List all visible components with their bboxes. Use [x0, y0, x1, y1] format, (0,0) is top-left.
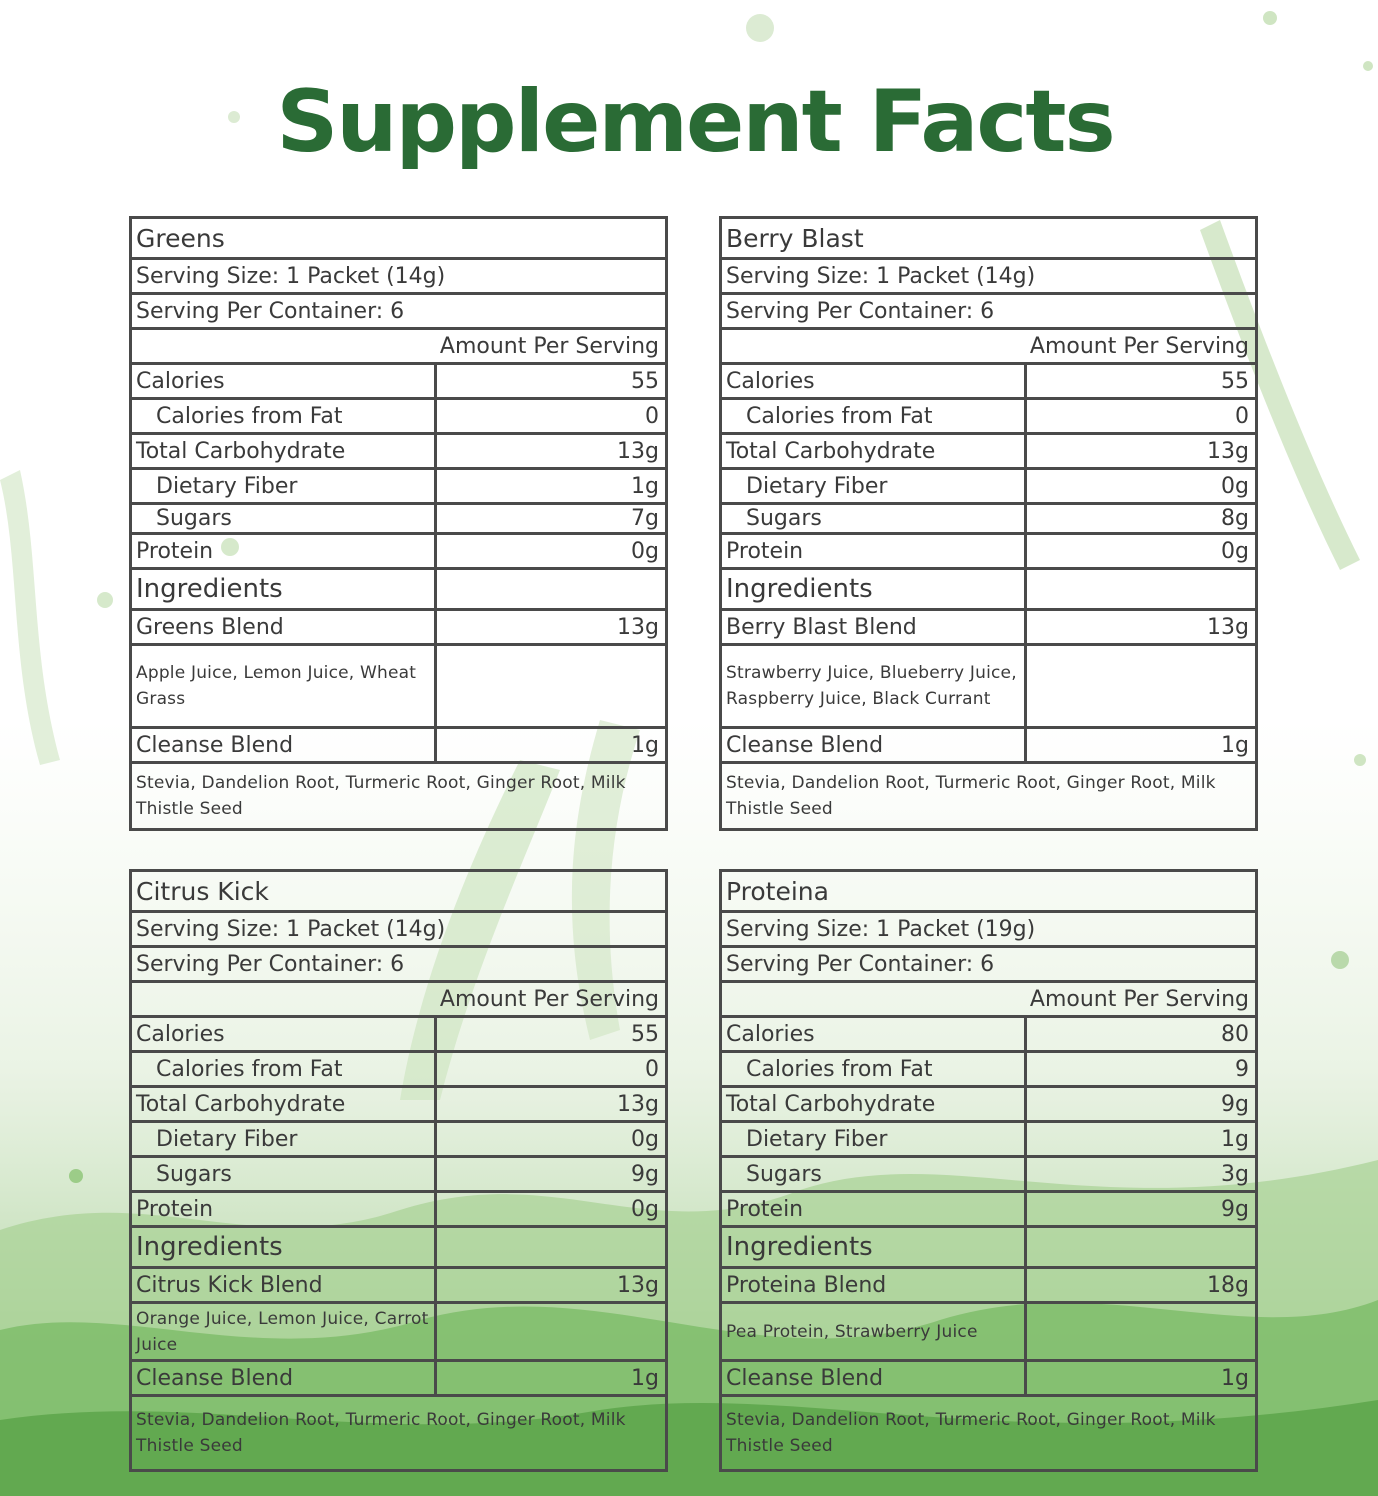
protein-value: 0g: [631, 538, 659, 564]
table-row: [722, 1362, 1255, 1397]
cleanse-value: 1g: [1221, 732, 1249, 758]
table-row: [132, 1269, 665, 1304]
amount-per-serving-header: Amount Per Serving: [1029, 986, 1249, 1012]
sugars-label: Sugars: [132, 505, 437, 532]
sugars-value: 3g: [1221, 1161, 1249, 1187]
ingredients-heading: Ingredients: [132, 1228, 437, 1266]
table-row: [132, 1053, 665, 1088]
blend-value: 13g: [617, 614, 659, 640]
cleanse-label: Cleanse Blend: [722, 729, 1027, 761]
table-row: [722, 1053, 1255, 1088]
blend-label: Proteina Blend: [722, 1269, 1027, 1301]
calories-value: 80: [1221, 1021, 1249, 1047]
cleanse-ingredients: Stevia, Dandelion Root, Turmeric Root, Ginger Root, Milk Thistle Seed: [136, 773, 626, 819]
fiber-label: Dietary Fiber: [132, 470, 437, 502]
table-row: [132, 400, 665, 435]
table-row: [132, 1088, 665, 1123]
carb-value: 13g: [617, 1091, 659, 1117]
blend-value: 13g: [1207, 614, 1249, 640]
fat-value: 0: [645, 403, 659, 429]
table-row: [722, 470, 1255, 505]
protein-label: Protein: [722, 535, 1027, 567]
table-row: [722, 1304, 1255, 1362]
table-row: [132, 611, 665, 646]
table-row: [722, 1193, 1255, 1228]
cleanse-ingredients: Stevia, Dandelion Root, Turmeric Root, Ginger Root, Milk Thistle Seed: [726, 773, 1216, 819]
fat-label: Calories from Fat: [722, 1053, 1027, 1085]
blend-ingredients: Strawberry Juice, Blueberry Juice, Raspberry Juice, Black Currant: [722, 646, 1027, 726]
servings-per-container: Serving Per Container: 6: [726, 951, 995, 977]
table-row: [722, 729, 1255, 764]
cleanse-value: 1g: [1221, 1365, 1249, 1391]
table-row: [132, 435, 665, 470]
supplement-panel-proteina: [719, 869, 1258, 1472]
blend-value: 13g: [617, 1272, 659, 1298]
blend-ingredients: Apple Juice, Lemon Juice, Wheat Grass: [132, 646, 437, 726]
page-title: Supplement Facts: [276, 72, 1114, 172]
carb-value: 13g: [1207, 438, 1249, 464]
blend-ingredients: Orange Juice, Lemon Juice, Carrot Juice: [132, 1304, 437, 1359]
fiber-label: Dietary Fiber: [722, 470, 1027, 502]
protein-value: 0g: [1221, 538, 1249, 564]
table-row: [722, 1228, 1255, 1269]
table-row: [132, 1123, 665, 1158]
cleanse-label: Cleanse Blend: [132, 1362, 437, 1394]
table-row: [722, 505, 1255, 535]
blend-label: Berry Blast Blend: [722, 611, 1027, 643]
sugars-value: 8g: [1221, 506, 1249, 531]
fat-label: Calories from Fat: [132, 1053, 437, 1085]
cleanse-label: Cleanse Blend: [132, 729, 437, 761]
calories-label: Calories: [722, 1018, 1027, 1050]
fiber-label: Dietary Fiber: [722, 1123, 1027, 1155]
carb-value: 9g: [1221, 1091, 1249, 1117]
servings-per-container: Serving Per Container: 6: [726, 298, 995, 324]
supplement-panel-berry-blast: [719, 216, 1258, 831]
supplement-panel-citrus-kick: [129, 869, 668, 1472]
table-row: [132, 535, 665, 570]
amount-per-serving-header: Amount Per Serving: [439, 333, 659, 359]
table-row: [722, 1123, 1255, 1158]
fiber-value: 1g: [1221, 1126, 1249, 1152]
carb-label: Total Carbohydrate: [722, 1088, 1027, 1120]
ingredients-heading: Ingredients: [722, 1228, 1027, 1266]
table-row: [132, 505, 665, 535]
table-row: [722, 646, 1255, 729]
blend-value: 18g: [1207, 1272, 1249, 1298]
ingredients-heading: Ingredients: [132, 570, 437, 608]
cleanse-ingredients: Stevia, Dandelion Root, Turmeric Root, Ginger Root, Milk Thistle Seed: [726, 1410, 1216, 1456]
fiber-label: Dietary Fiber: [132, 1123, 437, 1155]
table-row: [722, 1158, 1255, 1193]
cleanse-value: 1g: [631, 1365, 659, 1391]
table-row: [722, 535, 1255, 570]
blend-label: Citrus Kick Blend: [132, 1269, 437, 1301]
fat-label: Calories from Fat: [132, 400, 437, 432]
protein-value: 9g: [1221, 1196, 1249, 1222]
supplement-panel-greens: [129, 216, 668, 831]
calories-value: 55: [631, 368, 659, 394]
product-name: Proteina: [726, 876, 829, 906]
table-row: [722, 611, 1255, 646]
blend-ingredients: Pea Protein, Strawberry Juice: [722, 1304, 1027, 1359]
fat-value: 0: [645, 1056, 659, 1082]
sugars-label: Sugars: [722, 1158, 1027, 1190]
carb-label: Total Carbohydrate: [722, 435, 1027, 467]
cleanse-value: 1g: [631, 732, 659, 758]
carb-value: 13g: [617, 438, 659, 464]
table-row: [722, 435, 1255, 470]
sugars-label: Sugars: [722, 505, 1027, 532]
protein-value: 0g: [631, 1196, 659, 1222]
servings-per-container: Serving Per Container: 6: [136, 298, 405, 324]
table-row: [132, 729, 665, 764]
protein-label: Protein: [132, 1193, 437, 1225]
calories-label: Calories: [722, 365, 1027, 397]
cleanse-label: Cleanse Blend: [722, 1362, 1027, 1394]
table-row: [132, 1228, 665, 1269]
cleanse-ingredients: Stevia, Dandelion Root, Turmeric Root, Ginger Root, Milk Thistle Seed: [136, 1410, 626, 1456]
fat-label: Calories from Fat: [722, 400, 1027, 432]
table-row: [722, 570, 1255, 611]
table-row: [132, 1193, 665, 1228]
table-row: [132, 1304, 665, 1362]
carb-label: Total Carbohydrate: [132, 1088, 437, 1120]
calories-value: 55: [1221, 368, 1249, 394]
fat-value: 0: [1235, 403, 1249, 429]
carb-label: Total Carbohydrate: [132, 435, 437, 467]
fiber-value: 1g: [631, 473, 659, 499]
ingredients-heading: Ingredients: [722, 570, 1027, 608]
sugars-value: 7g: [631, 506, 659, 531]
table-row: [132, 1362, 665, 1397]
table-row: [132, 646, 665, 729]
blend-label: Greens Blend: [132, 611, 437, 643]
serving-size: Serving Size: 1 Packet (14g): [726, 263, 1036, 289]
serving-size: Serving Size: 1 Packet (14g): [136, 263, 446, 289]
product-name: Berry Blast: [726, 223, 864, 253]
protein-label: Protein: [722, 1193, 1027, 1225]
table-row: [132, 1018, 665, 1053]
table-row: [722, 1269, 1255, 1304]
fiber-value: 0g: [1221, 473, 1249, 499]
protein-label: Protein: [132, 535, 437, 567]
calories-value: 55: [631, 1021, 659, 1047]
table-row: [722, 365, 1255, 400]
servings-per-container: Serving Per Container: 6: [136, 951, 405, 977]
serving-size: Serving Size: 1 Packet (14g): [136, 916, 446, 942]
amount-per-serving-header: Amount Per Serving: [439, 986, 659, 1012]
calories-label: Calories: [132, 365, 437, 397]
table-row: [132, 365, 665, 400]
table-row: [132, 570, 665, 611]
table-row: [722, 1088, 1255, 1123]
fiber-value: 0g: [631, 1126, 659, 1152]
product-name: Citrus Kick: [136, 876, 269, 906]
sugars-value: 9g: [631, 1161, 659, 1187]
serving-size: Serving Size: 1 Packet (19g): [726, 916, 1036, 942]
table-row: [722, 400, 1255, 435]
sugars-label: Sugars: [132, 1158, 437, 1190]
fat-value: 9: [1235, 1056, 1249, 1082]
table-row: [132, 470, 665, 505]
table-row: [722, 1018, 1255, 1053]
amount-per-serving-header: Amount Per Serving: [1029, 333, 1249, 359]
table-row: [132, 1158, 665, 1193]
product-name: Greens: [136, 223, 225, 253]
calories-label: Calories: [132, 1018, 437, 1050]
